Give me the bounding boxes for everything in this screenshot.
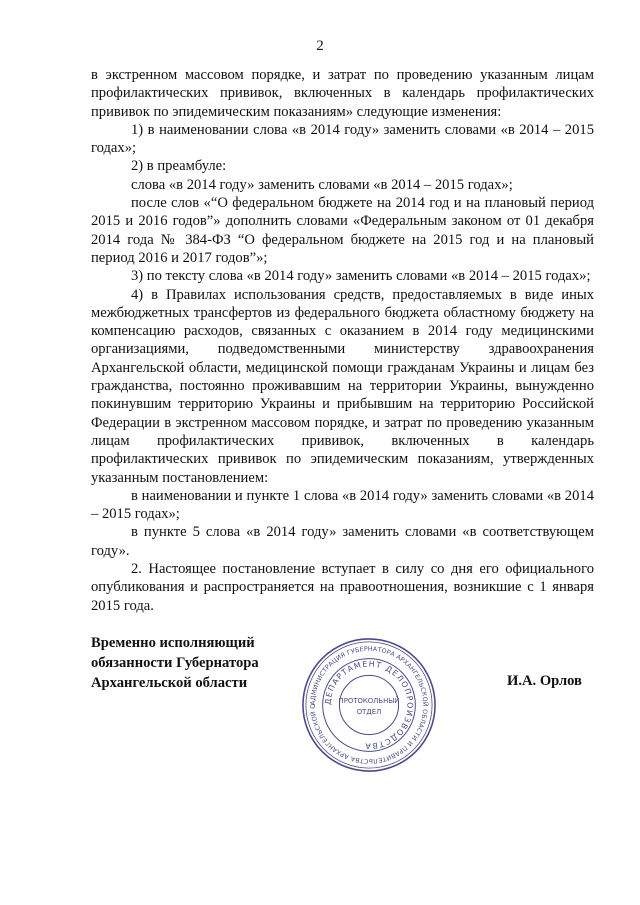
signatory-name: И.А. Орлов	[507, 673, 582, 689]
seal-center-line: ОТДЕЛ	[356, 707, 382, 716]
paragraph: в экстренном массовом порядке, и затрат по проведению указанным лицам профилактических прививок, включенных в календарь профилактических прививок по эпидемическим показаниям» следующие изменения:	[91, 67, 594, 120]
document-body	[91, 66, 594, 615]
paragraph: слова «в 2014 году» заменить словами «в 2014 – 2015 годах»;	[131, 176, 513, 193]
seal-outer-text: АДМИНИСТРАЦИЯ ГУБЕРНАТОРА АРХАНГЕЛЬСКОЙ ОБЛАСТИ И ПРАВИТЕЛЬСТВА АРХАНГЕЛЬСКОЙ О	[309, 645, 429, 765]
paragraph: в пункте 5 слова «в 2014 году» заменить словами «в соответствующем году».	[91, 524, 594, 559]
paragraph: после слов «“О федеральном бюджете на 2014 год и на плановый период 2015 и 2016 годов”» дополнить словами «Федеральным законом от 01 декабря 2014 года № 384-ФЗ “О федеральном бюджете на 2015 год и на плановый период 2016 и 2017 годов”»;	[91, 195, 594, 266]
paragraph: 2. Настоящее постановление вступает в силу со дня его официального опубликования и распространяется на правоотношения, возникшие с 1 января 2015 года.	[91, 561, 594, 614]
paragraph: 4) в Правилах использования средств, предоставляемых в виде иных межбюджетных трансфертов из федерального бюджета областному бюджету на компенсацию расходов, связанных с оказанием в 2014 году медицинскими организациями, подведомственными министерству здравоохранения Архангельской области, медицинской помощи гражданам Украины и лицам без гражданства, постоянно проживавшим на территории Украины, вынужденно покинувшим территорию Украины и прибывшим на территорию Российской Федерации в экстренном массовом порядке, и затрат по проведению указанным лицам профилактических прививок, включенных в календарь профилактических прививок по эпидемическим показаниям, утвержденных указанным постановлением:	[91, 286, 594, 486]
signatory-title-line: обязанности Губернатора	[91, 655, 259, 671]
paragraph: 3) по тексту слова «в 2014 году» заменить словами «в 2014 – 2015 годах»;	[131, 268, 591, 285]
paragraph: в наименовании и пункте 1 слова «в 2014 году» заменить словами «в 2014 – 2015 годах»;	[91, 487, 594, 523]
official-seal	[300, 636, 438, 774]
seal-graphic	[300, 636, 438, 774]
paragraph: 2) в преамбуле:	[131, 158, 227, 175]
signatory-title	[91, 633, 259, 693]
paragraph: 1) в наименовании слова «в 2014 году» заменить словами «в 2014 – 2015 годах»;	[91, 121, 594, 157]
signatory-title-line: Архангельской области	[91, 675, 248, 691]
signatory-title-line: Временно исполняющий	[91, 635, 255, 651]
seal-inner-text: ДЕПАРТАМЕНТ ДЕЛОПРОИЗВОДСТВА	[323, 659, 415, 751]
seal-center-line: ПРОТОКОЛЬНЫЙ	[338, 697, 400, 706]
page-number: 2	[316, 38, 324, 54]
